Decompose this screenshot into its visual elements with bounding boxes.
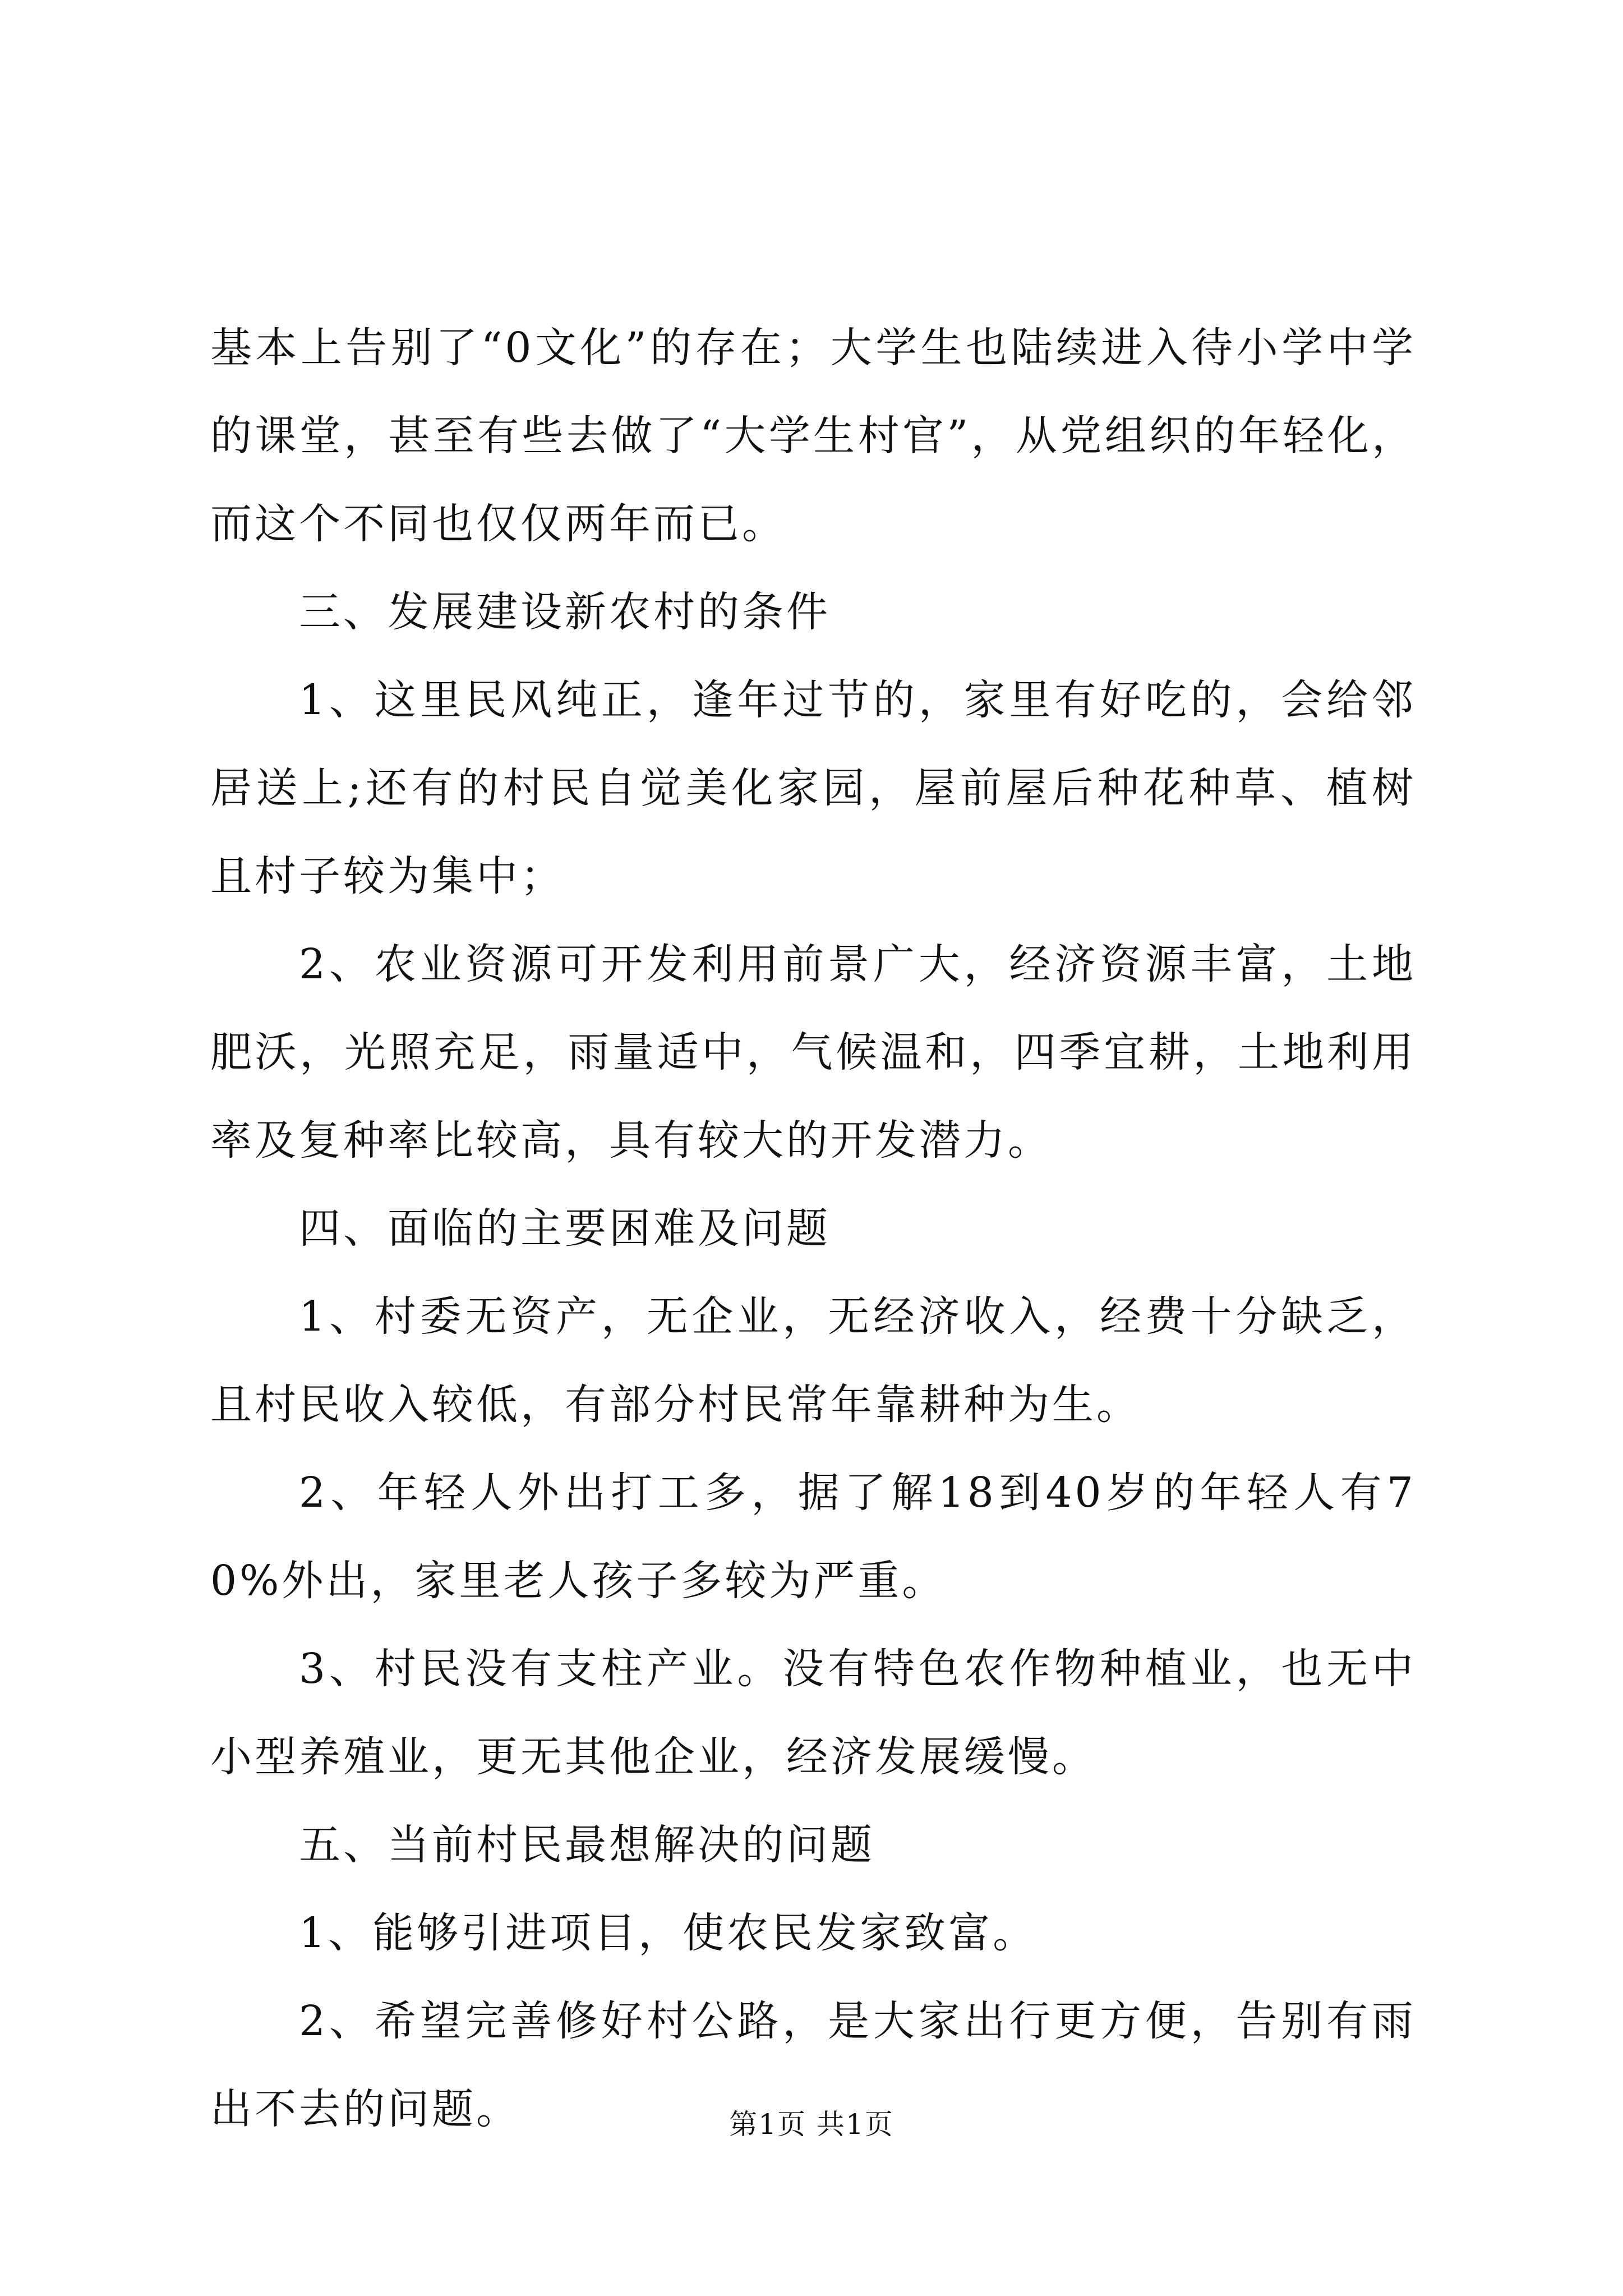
section-heading-3: 三、发展建设新农村的条件	[299, 588, 831, 636]
paragraph-3-1: 1、这里民风纯正，逢年过节的，家里有好吃的，会给邻居送上;还有的村民自觉美化家园，屋前屋后种花种草、植树且村子较为集中；	[210, 676, 1416, 900]
paragraph-4-3: 3、村民没有支柱产业。没有特色农作物种植业，也无中小型养殖业，更无其他企业，经济发展缓慢。	[210, 1645, 1416, 1781]
paragraph-5-2: 2、希望完善修好村公路，是大家出行更方便，告别有雨出不去的问题。	[210, 1997, 1416, 2133]
paragraph-1: 基本上告别了“0文化”的存在；大学生也陆续进入待小学中学的课堂，甚至有些去做了“大学生村官”，从党组织的年轻化，而这个不同也仅仅两年而已。	[210, 324, 1416, 548]
paragraph-4-1: 1、村委无资产，无企业，无经济收入，经费十分缺乏，且村民收入较低，有部分村民常年靠耕种为生。	[210, 1292, 1416, 1429]
paragraph-4-2: 2、年轻人外出打工多，据了解18到40岁的年轻人有70%外出，家里老人孩子多较为严重。	[210, 1469, 1416, 1605]
section-heading-4: 四、面临的主要困难及问题	[299, 1204, 831, 1253]
document-body	[210, 304, 1416, 2154]
paragraph-3-2: 2、农业资源可开发利用前景广大，经济资源丰富，土地肥沃，光照充足，雨量适中，气候温和，四季宜耕，土地利用率及复种率比较高，具有较大的开发潜力。	[210, 940, 1416, 1165]
paragraph-5-1: 1、能够引进项目，使农民发家致富。	[299, 1909, 1038, 1957]
section-heading-5: 五、当前村民最想解决的问题	[299, 1821, 875, 1869]
page-footer: 第1页 共1页	[729, 2108, 894, 2141]
